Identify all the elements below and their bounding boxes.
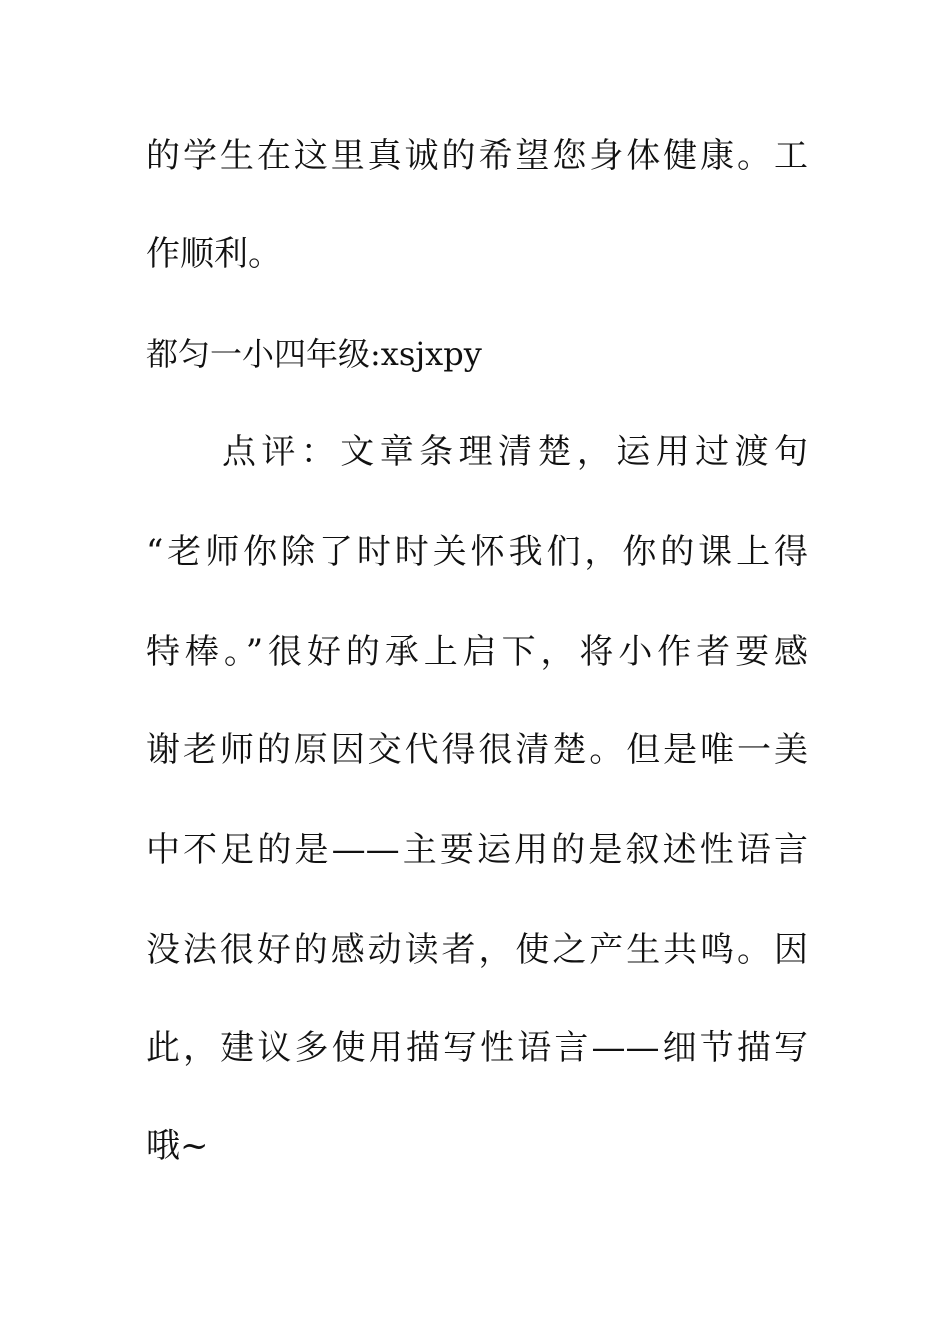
comment-line: 哦~: [146, 1126, 209, 1166]
paragraph-line: 作顺利。: [146, 234, 282, 274]
comment-line: 点评：文章条理清楚，运用过渡句: [222, 432, 808, 472]
author-signature: 都匀一小四年级:xsjxpy: [146, 335, 482, 373]
comment-line: 中不足的是——主要运用的是叙述性语言: [146, 830, 808, 870]
comment-line: 没法很好的感动读者，使之产生共鸣。因: [146, 930, 808, 970]
comment-line: 特棒。”很好的承上启下，将小作者要感: [146, 632, 808, 672]
comment-line: “老师你除了时时关怀我们，你的课上得: [146, 532, 808, 572]
paragraph-line: 的学生在这里真诚的希望您身体健康。工: [146, 136, 808, 176]
comment-line: 此，建议多使用描写性语言——细节描写: [146, 1028, 808, 1068]
comment-line: 谢老师的原因交代得很清楚。但是唯一美: [146, 730, 808, 770]
